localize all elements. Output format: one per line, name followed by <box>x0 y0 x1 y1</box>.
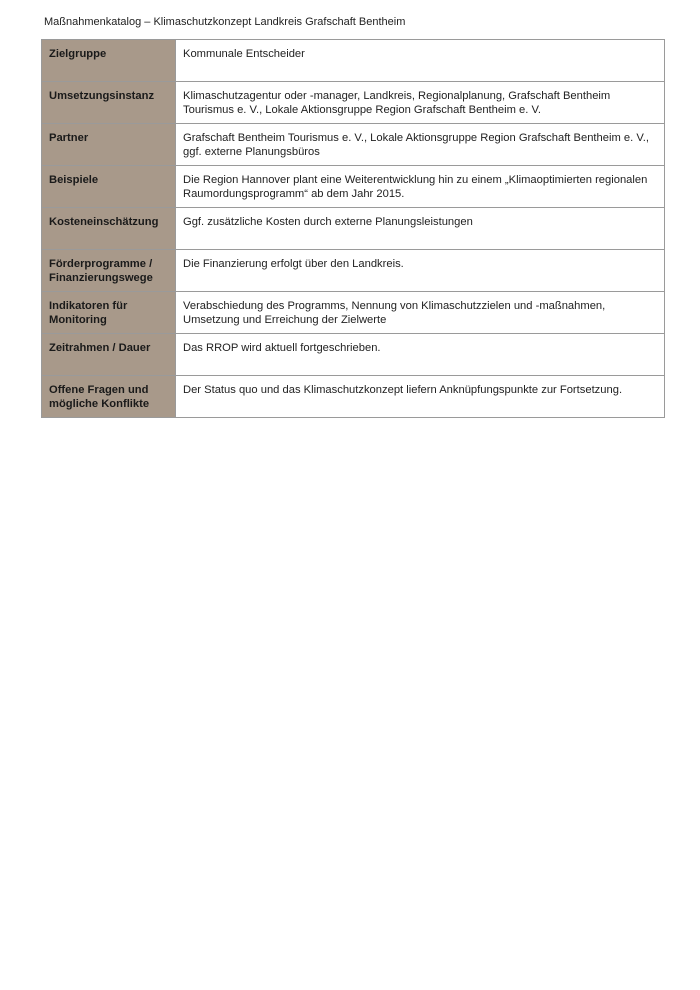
row-value: Das RROP wird aktuell fortgeschrieben. <box>176 334 665 376</box>
table-row-offene-fragen <box>42 376 665 418</box>
page-header: Maßnahmenkatalog – Klimaschutzkonzept Landkreis Grafschaft Bentheim <box>44 16 406 28</box>
row-value: Verabschiedung des Programms, Nennung von Klimaschutzzielen und -maßnahmen, Umsetzung und Erreichung der Zielwerte <box>176 292 665 334</box>
row-label: Offene Fragen und mögliche Konflikte <box>42 376 176 418</box>
table-row-zielgruppe <box>42 40 665 82</box>
row-label: Zeitrahmen / Dauer <box>42 334 176 376</box>
table-row-umsetzungsinstanz <box>42 82 665 124</box>
row-label: Zielgruppe <box>42 40 176 82</box>
row-value: Ggf. zusätzliche Kosten durch externe Planungsleistungen <box>176 208 665 250</box>
row-label: Umsetzungsinstanz <box>42 82 176 124</box>
row-value: Der Status quo und das Klimaschutzkonzept liefern Anknüpfungspunkte zur Fortsetzung. <box>176 376 665 418</box>
row-value: Klimaschutzagentur oder -manager, Landkreis, Regionalplanung, Grafschaft Bentheim Tourismus e. V., Lokale Aktionsgruppe Region Grafschaft Bentheim e. V. <box>176 82 665 124</box>
table-row-kosteneinschaetzung <box>42 208 665 250</box>
table-row-beispiele <box>42 166 665 208</box>
row-value: Grafschaft Bentheim Tourismus e. V., Lokale Aktionsgruppe Region Grafschaft Bentheim e. V., ggf. externe Planungsbüros <box>176 124 665 166</box>
row-value: Kommunale Entscheider <box>176 40 665 82</box>
table-row-foerderprogramme <box>42 250 665 292</box>
table-row-partner <box>42 124 665 166</box>
row-label: Förderprogramme / Finanzierungswege <box>42 250 176 292</box>
row-value: Die Finanzierung erfolgt über den Landkreis. <box>176 250 665 292</box>
table-row-zeitrahmen <box>42 334 665 376</box>
table-row-indikatoren <box>42 292 665 334</box>
row-value: Die Region Hannover plant eine Weiterentwicklung hin zu einem „Klimaoptimierten regionalen Raumordungsprogramm“ ab dem Jahr 2015. <box>176 166 665 208</box>
row-label: Indikatoren für Monitoring <box>42 292 176 334</box>
row-label: Kosteneinschätzung <box>42 208 176 250</box>
row-label: Beispiele <box>42 166 176 208</box>
row-label: Partner <box>42 124 176 166</box>
measure-table <box>41 39 665 418</box>
